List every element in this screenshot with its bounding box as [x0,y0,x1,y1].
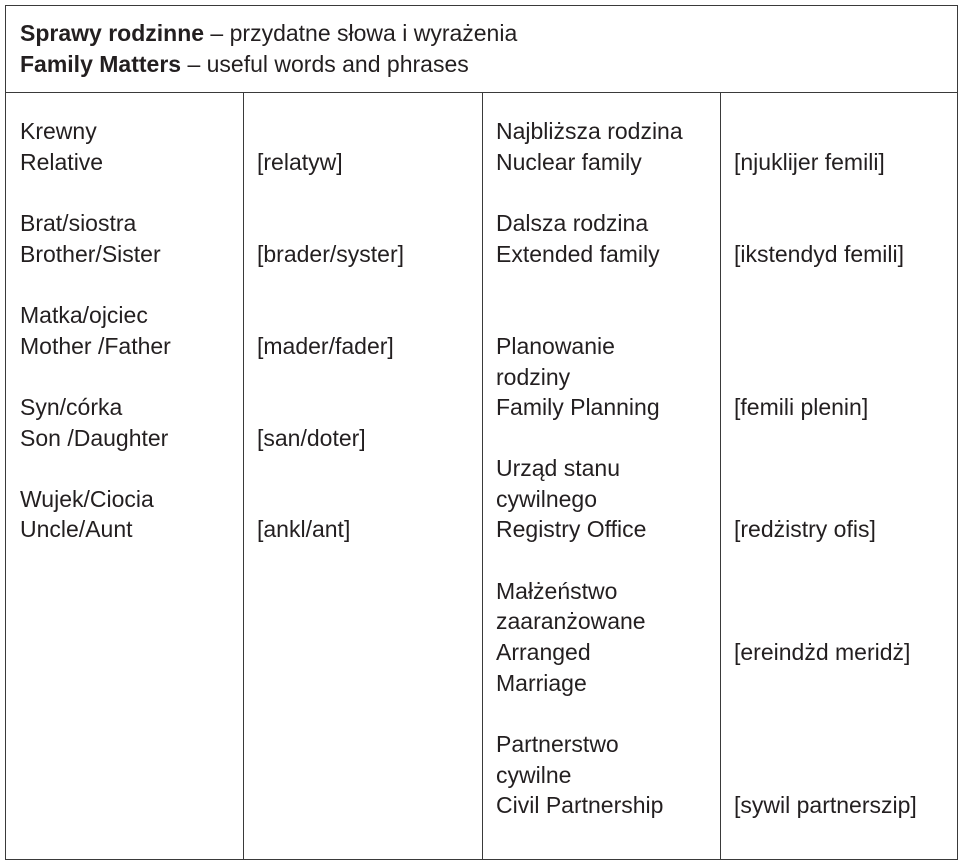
title-english [20,49,469,79]
extended-polish: Dalsza rodzina [496,210,649,236]
registry-polish-line2: cywilnego [496,486,597,512]
civil-polish-line1: Partnerstwo [496,731,619,757]
arranged-pronunciation: [ereindżd meridż] [734,639,911,665]
relative-english: Relative [20,149,104,175]
relative-pronunciation: [relatyw] [257,149,343,175]
arranged-english-line2: Marriage [496,670,587,696]
planning-polish-line2: rodziny [496,364,571,390]
nuclear-english: Nuclear family [496,149,642,175]
arranged-polish-line2: zaaranżowane [496,608,646,634]
civil-english: Civil Partnership [496,792,664,818]
column-divider-2 [482,92,483,860]
registry-pronunciation: [redżistry ofis] [734,516,876,542]
parent-polish: Matka/ojciec [20,302,148,328]
registry-polish-line1: Urząd stanu [496,455,621,481]
civil-polish-line2: cywilne [496,762,572,788]
uncle-pronunciation: [ankl/ant] [257,516,351,542]
child-pronunciation: [san/doter] [257,425,366,451]
column-divider-3 [720,92,721,860]
title-english-rest: – useful words and phrases [181,51,469,77]
parent-pronunciation: [mader/fader] [257,333,394,359]
child-english: Son /Daughter [20,425,169,451]
title-polish [20,18,517,48]
arranged-english-line1: Arranged [496,639,591,665]
sibling-polish: Brat/siostra [20,210,137,236]
planning-pronunciation: [femili plenin] [734,394,869,420]
nuclear-pronunciation: [njuklijer femili] [734,149,885,175]
planning-english: Family Planning [496,394,660,420]
child-polish: Syn/córka [20,394,123,420]
column-divider-1 [243,92,244,860]
planning-polish-line1: Planowanie [496,333,615,359]
title-english-bold: Family Matters [20,51,182,77]
uncle-polish: Wujek/Ciocia [20,486,154,512]
extended-english: Extended family [496,241,660,267]
civil-pronunciation: [sywil partnerszip] [734,792,917,818]
sibling-pronunciation: [brader/syster] [257,241,404,267]
extended-pronunciation: [ikstendyd femili] [734,241,905,267]
title-polish-rest: – przydatne słowa i wyrażenia [204,20,518,46]
parent-english: Mother /Father [20,333,171,359]
registry-english: Registry Office [496,516,647,542]
arranged-polish-line1: Małżeństwo [496,578,618,604]
title-polish-bold: Sprawy rodzinne [20,20,205,46]
relative-polish: Krewny [20,118,97,144]
nuclear-polish: Najbliższa rodzina [496,118,683,144]
sibling-english: Brother/Sister [20,241,161,267]
uncle-english: Uncle/Aunt [20,516,133,542]
